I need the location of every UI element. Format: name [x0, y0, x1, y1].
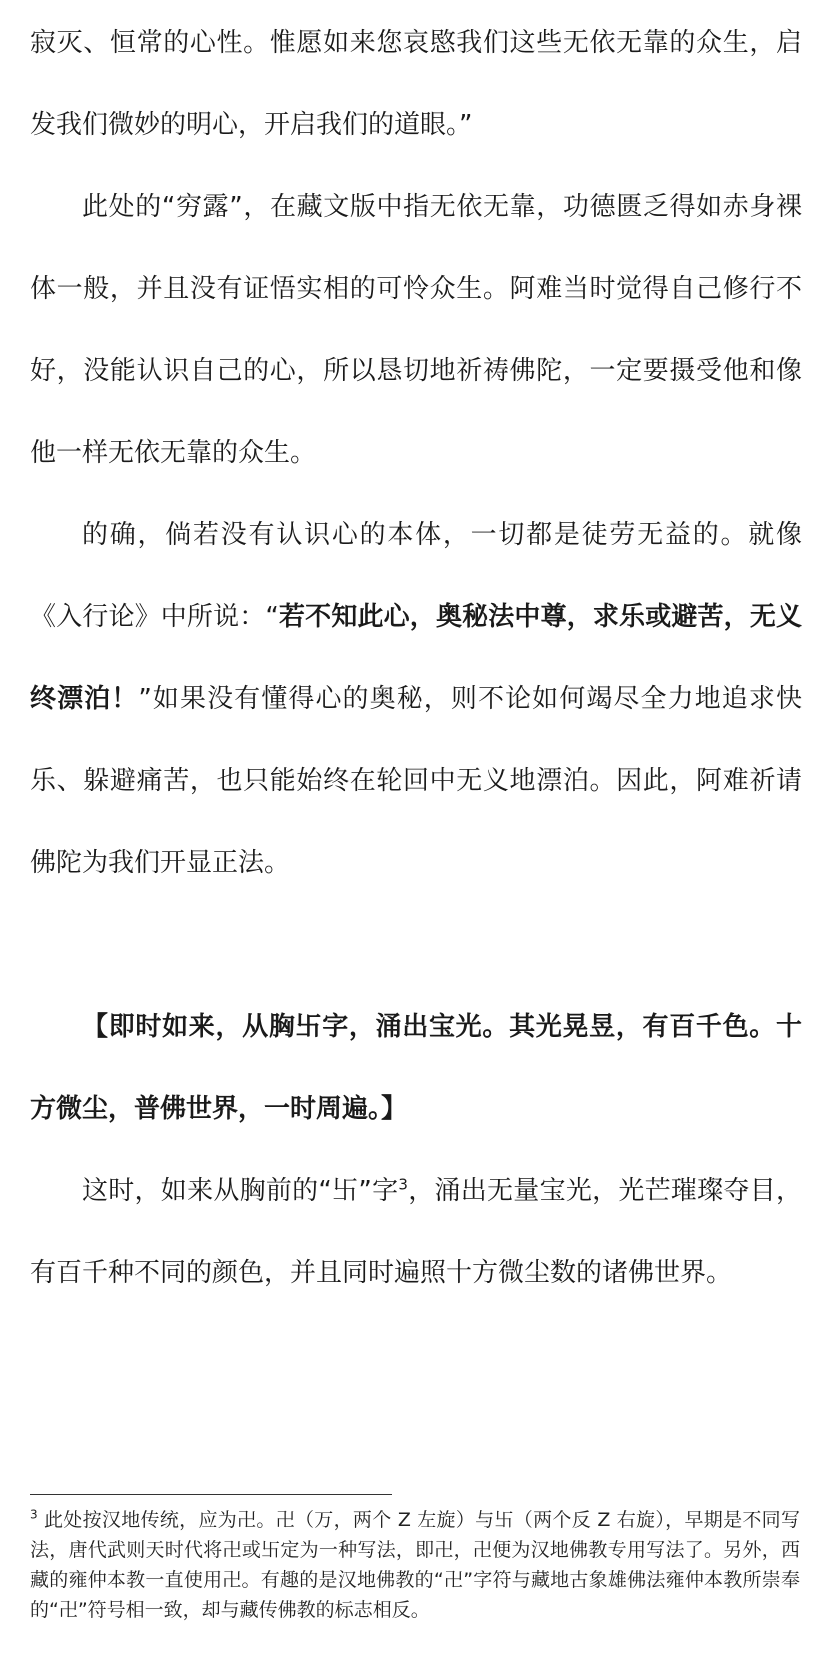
paragraph-text-after-quote: ”如果没有懂得心的奥秘，则不论如何竭尽全力地追求快乐、躲避痛苦，也只能始终在轮回中无义地漂泊。因此，阿难祈请佛陀为我们开显正法。	[30, 684, 802, 878]
section-gap	[30, 904, 802, 986]
footnote-marker: 3	[30, 1507, 38, 1522]
paragraph-commentary	[30, 1150, 802, 1314]
sutra-quote: 【即时如来，从胸卐字，涌出宝光。其光晃昱，有百千色。十方微尘，普佛世界，一时周遍。】	[30, 1012, 802, 1124]
bold-verse-quote: 若不知此心，奥秘法中尊，求乐或避苦，无义终漂泊！	[30, 602, 802, 714]
paragraph-continuation: 寂灭、恒常的心性。惟愿如来您哀愍我们这些无依无靠的众生，启发我们微妙的明心，开启我们的道眼。”	[30, 28, 802, 140]
main-text	[30, 0, 802, 1314]
footnote	[30, 1505, 800, 1625]
commentary-text-after-note: ，涌出无量宝光，光芒璀璨夺目，有百千种不同的颜色，并且同时遍照十方微尘数的诸佛世界。	[30, 1176, 802, 1288]
footnote-reference[interactable]: 3	[398, 1175, 408, 1194]
paragraph-bodhicaryavatara-quote	[30, 494, 802, 904]
paragraph-qionglu-explanation: 此处的“穷露”，在藏文版中指无依无靠，功德匮乏得如赤身裸体一般，并且没有证悟实相的可怜众生。阿难当时觉得自己修行不好，没能认识自己的心，所以恳切地祈祷佛陀，一定要摄受他和像他一样无依无靠的众生。	[30, 192, 802, 468]
footnote-text: 此处按汉地传统，应为卍。卍（万，两个 Z 左旋）与卐（两个反 Z 右旋），早期是不同写法，唐代武则天时代将卍或卐定为一种写法，即卍，卍便为汉地佛教专用写法了。另外，西藏的雍仲本教一直使用卍。有趣的是汉地佛教的“卍”字符与藏地古象雄佛法雍仲本教所崇奉的“卍”符号相一致，却与藏传佛教的标志相反。	[30, 1509, 800, 1621]
footnote-divider	[30, 1494, 392, 1495]
paragraph-text-before-quote: 的确，倘若没有认识心的本体，一切都是徒劳无益的。就像《入行论》中所说：“	[30, 520, 802, 632]
commentary-text-before-note: 这时，如来从胸前的“卐”字	[82, 1176, 399, 1206]
